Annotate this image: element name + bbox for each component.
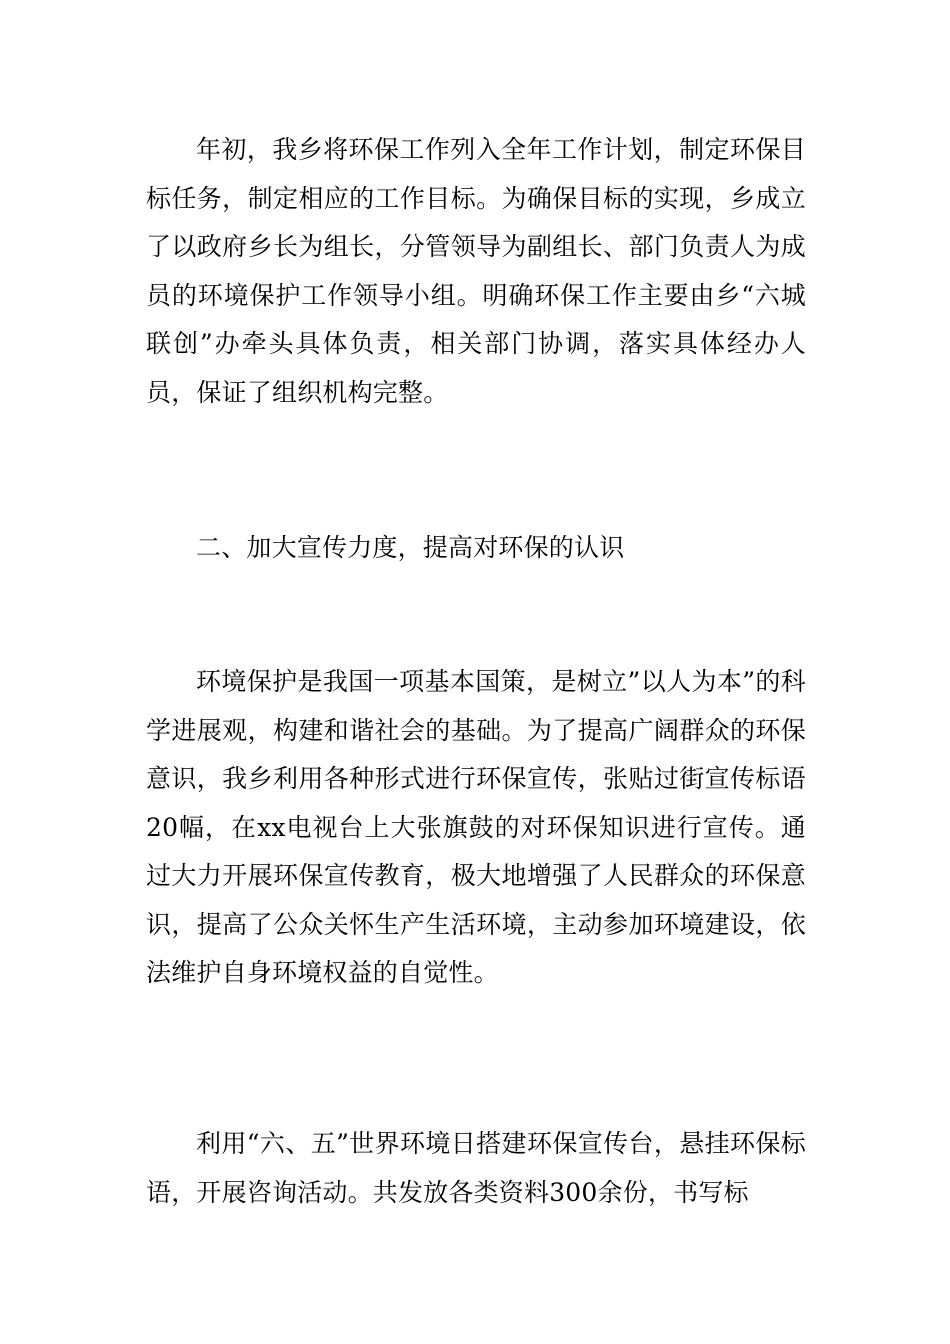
paragraph-organization: 年初，我乡将环保工作列入全年工作计划，制定环保目标任务，制定相应的工作目标。为确保目标的实现，乡成立了以政府乡长为组长，分管领导为副组长、部门负责人为成员的环境保护工作领导小组。明确环保工作主要由乡“六城联创”办牵头具体负责，相关部门协调，落实具体经办人员，保证了组织机构完整。 — [146, 135, 806, 407]
paragraph-environment-day: 利用“六、五”世界环境日搭建环保宣传台，悬挂环保标语，开展咨询活动。共发放各类资料300余份，书写标 — [146, 1129, 806, 1207]
section-heading-publicity: 二、加大宣传力度，提高对环保的认识 — [196, 533, 625, 562]
paragraph-publicity: 环境保护是我国一项基本国策，是树立”以人为本”的科学进展观，构建和谐社会的基础。为了提高广阔群众的环保意识，我乡利用各种形式进行环保宣传，张贴过街宣传标语20幅，在xx电视台上大张旗鼓的对环保知识进行宣传。通过大力开展环保宣传教育，极大地增强了人民群众的环保意识，提高了公众关怀生产生活环境，主动参加环境建设，依法维护自身环境权益的自觉性。 — [146, 667, 806, 987]
